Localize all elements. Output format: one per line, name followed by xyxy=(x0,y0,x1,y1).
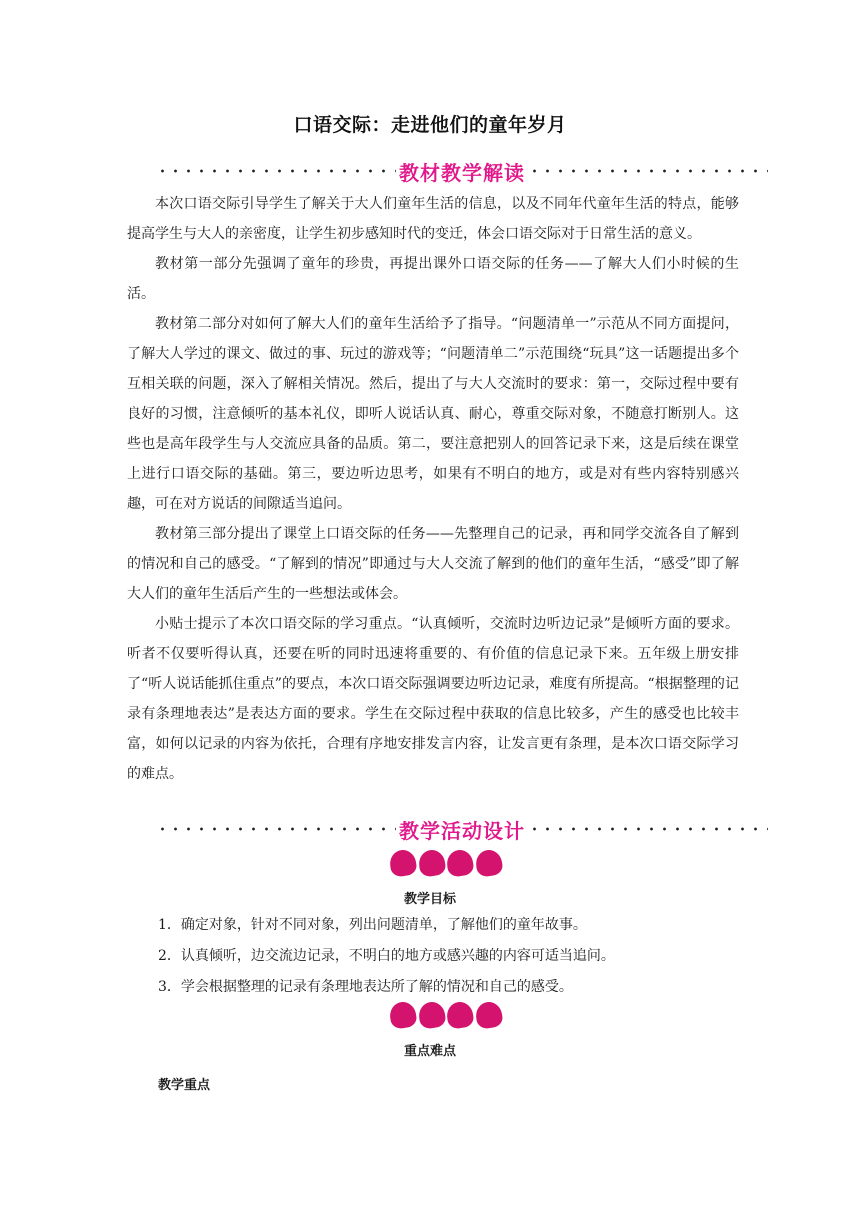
petal-icon xyxy=(417,848,446,877)
goal-item: 3．学会根据整理的记录有条理地表达所了解的情况和自己的感受。 xyxy=(158,979,573,995)
goals-list xyxy=(158,910,758,1003)
dotted-divider-left xyxy=(156,824,396,834)
teaching-focus-heading: 教学重点 xyxy=(158,1078,211,1093)
paragraph: 小贴士提示了本次口语交际的学习重点。“认真倾听，交流时边听边记录”是倾听方面的要求。听者不仅要听得认真，还要在听的同时迅速将重要的、有价值的信息记录下来。五年级上册安排了“听人说话能抓住重点”的要点，本次口语交际强调要边听边记录，难度有所提高。“根据整理的记录有条理地表达”是表达方面的要求。学生在交际过程中获取的信息比较多，产生的感受也比较丰富，如何以记录的内容为依托，合理有序地安排发言内容，让发言更有条理，是本次口语交际学习的难点。 xyxy=(127,616,739,782)
petal-icon xyxy=(446,1000,475,1029)
dotted-divider-right xyxy=(528,824,768,834)
paragraph: 教材第一部分先强调了童年的珍贵，再提出课外口语交际的任务——了解大人们小时候的生活。 xyxy=(127,256,739,302)
section-header-activity xyxy=(156,814,768,844)
analysis-body xyxy=(127,189,739,789)
key-points-heading: 重点难点 xyxy=(403,1044,456,1059)
goals-heading: 教学目标 xyxy=(403,892,456,907)
petal-icon xyxy=(474,1000,503,1029)
paragraph: 教材第三部分提出了课堂上口语交际的任务——先整理自己的记录，再和同学交流各自了解到的情况和自己的感受。“了解到的情况”即通过与大人交流了解到的他们的童年生活，“感受”即了解大人们的童年生活后产生的一些想法或体会。 xyxy=(127,526,739,602)
goal-item: 1．确定对象，针对不同对象，列出问题清单，了解他们的童年故事。 xyxy=(158,917,587,933)
dotted-divider-left xyxy=(156,166,396,176)
section-header-analysis xyxy=(156,156,768,186)
petal-icon xyxy=(474,848,503,877)
dotted-divider-right xyxy=(528,166,768,176)
section-title-analysis: 教材教学解读 xyxy=(399,160,525,185)
petal-ornament xyxy=(390,850,502,880)
goal-item: 2．认真倾听，边交流边记录，不明白的地方或感兴趣的内容可适当追问。 xyxy=(158,948,615,964)
paragraph: 本次口语交际引导学生了解关于大人们童年生活的信息，以及不同年代童年生活的特点，能够提高学生与大人的亲密度，让学生初步感知时代的变迁，体会口语交际对于日常生活的意义。 xyxy=(127,196,739,242)
section-title-activity: 教学活动设计 xyxy=(399,818,525,843)
petal-icon xyxy=(417,1000,446,1029)
petal-icon xyxy=(446,848,475,877)
paragraph: 教材第二部分对如何了解大人们的童年生活给予了指导。“问题清单一”示范从不同方面提问，了解大人学过的课文、做过的事、玩过的游戏等；“问题清单二”示范围绕“玩具”这一话题提出多个互相关联的问题，深入了解相关情况。然后，提出了与大人交流时的要求：第一，交际过程中要有良好的习惯，注意倾听的基本礼仪，即听人说话认真、耐心，尊重交际对象，不随意打断别人。这些也是高年段学生与人交流应具备的品质。第二，要注意把别人的回答记录下来，这是后续在课堂上进行口语交际的基础。第三，要边听边思考，如果有不明白的地方，或是对有些内容特别感兴趣，可在对方说话的间隙适当追问。 xyxy=(127,316,739,512)
petal-ornament xyxy=(390,1002,502,1032)
page-title: 口语交际：走进他们的童年岁月 xyxy=(293,114,567,136)
petal-icon xyxy=(388,848,417,877)
petal-icon xyxy=(388,1000,417,1029)
